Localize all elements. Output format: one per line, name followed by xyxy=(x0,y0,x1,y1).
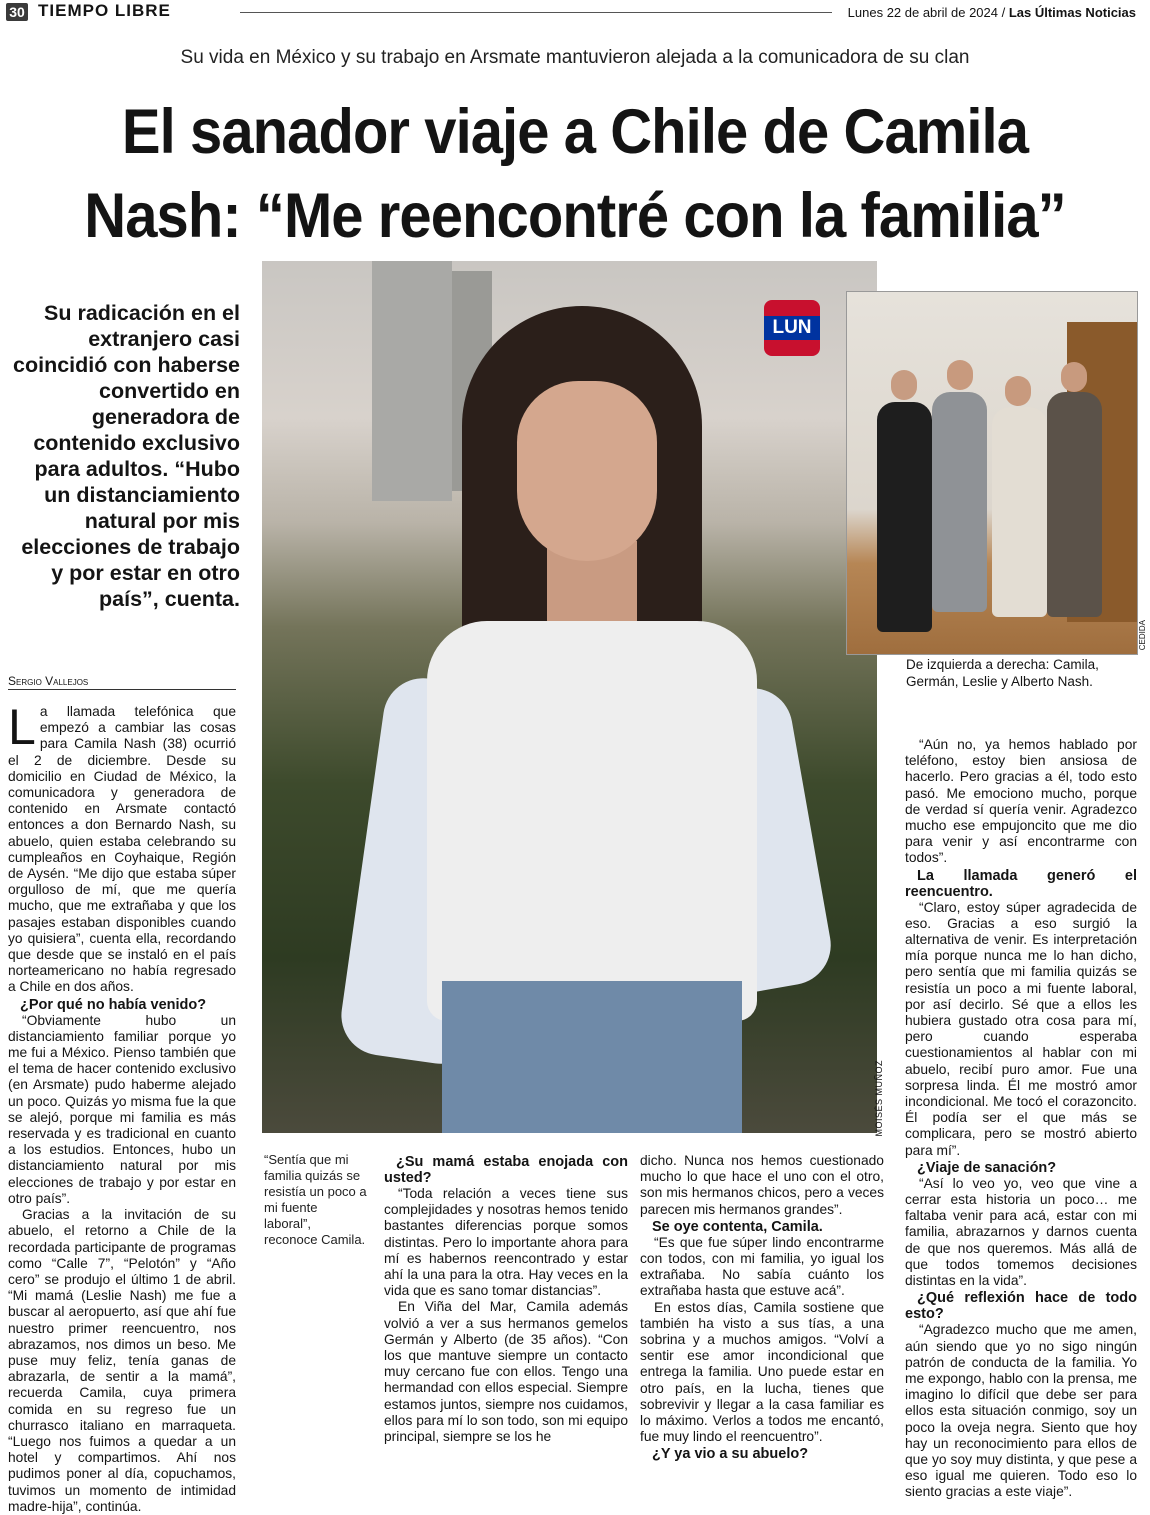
face xyxy=(517,381,657,561)
photo-credit: MOISÉS MUÑOZ xyxy=(874,1060,884,1137)
pull-quote: “Sentía que mi familia quizás se resistía un poco a mi fuente laboral”, reconoce Camila. xyxy=(264,1152,367,1247)
byline: Sergio Vallejos xyxy=(8,674,236,690)
head xyxy=(947,360,973,390)
paragraph: “Así lo veo yo, veo que vine a cerrar esta historia un poco… me faltaba venir para acá, estar con mi familia, abrazarnos y darnos cuenta de que nos queremos. Más allá de que todos tomemos decisiones distintas en la vida”. xyxy=(905,1175,1137,1289)
paragraph: “Agradezco mucho que me amen, aún siendo que yo no sigo ningún patrón de conducta de la familia. Yo me expongo, hablo con la prensa, me imagino lo difícil que debe ser para ellos esta situación conmigo, soy un poco la oveja negra. Siento que hoy hay un reconocimiento para ellos de que yo soy muy distinta, y que pese a eso igual me quieren. Todo eso lo siento gracias a este viaje”. xyxy=(905,1322,1137,1500)
question: Se oye contenta, Camila. xyxy=(652,1218,823,1235)
paragraph: dicho. Nunca nos hemos cuestionado mucho lo que hace el uno con el otro, son mis hermanos chicos, pero a veces parecen mis hermanos grandes”. xyxy=(640,1153,884,1217)
paragraph: En Viña del Mar, Camila además volvió a ver a sus hermanos gemelos Germán y Alberto (de 35 años). “Con los que mantuve siempre un contacto muy cercano fue con ellos. Tengo una hermandad con ellos especial. Siempre estamos juntos, siempre nos cuidamos, ellos para mí lo son todo, son mi equipo principal, siempre se los he xyxy=(384,1299,628,1445)
question: La llamada generó el reencuentro. xyxy=(905,867,1137,900)
question: ¿Y ya vio a su abuelo? xyxy=(652,1446,809,1463)
header-rule xyxy=(240,12,832,13)
question: ¿Su mamá estaba enojada con usted? xyxy=(384,1154,628,1186)
person-german xyxy=(932,392,987,612)
question: ¿Por qué no había venido? xyxy=(20,996,207,1013)
question: ¿Qué reflexión hace de todo esto? xyxy=(905,1290,1137,1323)
newspaper-name: Las Últimas Noticias xyxy=(1008,5,1136,20)
headline: El sanador viaje a Chile de Camila Nash: “Me reencontré con la familia” xyxy=(84,97,1066,251)
drop-cap: L xyxy=(8,699,36,755)
person-alberto xyxy=(1047,392,1102,617)
article-column-4 xyxy=(905,737,1137,1501)
family-photo-caption: De izquierda a derecha: Camila, Germán, Leslie y Alberto Nash. xyxy=(906,657,1099,689)
section-title: TIEMPO LIBRE xyxy=(38,1,171,20)
intro-summary: Su radicación en el extranjero casi coincidió con haberse convertido en generadora de contenido exclusivo para adultos. “Hubo un distanciamiento natural por mis elecciones de trabajo y por estar en otro país”, cuenta. xyxy=(13,301,240,611)
article-column-1 xyxy=(8,699,236,1515)
paragraph: En estos días, Camila sostiene que también ha visto a sus tías, a una sobrina y a muchos amigos. “Volví a sentir ese amor incondicional que entrega la familia. Uno puede estar en otro país, en la lucha, tienes que sobrevivir y llegar a la casa familiar es lo máximo. Verlos a todos me encantó, fue muy lindo el reencuentro”. xyxy=(640,1299,884,1445)
article-column-2 xyxy=(384,1153,628,1445)
paragraph: “Aún no, ya hemos hablado por teléfono, estoy bien ansiosa de hacerlo. Pero gracias a él, todo esto pasó. Me emociono mucho, porque de verdad sí quería venir. Agradezco mucho ese empujoncito que me dio para venir y así encontrarme con todos”. xyxy=(905,737,1137,866)
person-leslie xyxy=(992,407,1047,617)
lun-logo: LUN xyxy=(764,300,820,356)
paragraph: La llamada telefónica que empezó a cambiar las cosas para Camila Nash (38) ocurrió el 2 de diciembre. Desde su domicilio en Ciudad de México, la comunicadora y generadora de contenido en Arsmate contactó entonces a don Bernardo Nash, su abuelo, quien estaba celebrando su cumpleaños en Coyhaique, Región de Aysén. “Me dijo que estaba súper orgulloso de mí, que me quería mucho, que me extrañaba y que los pasajes estaban disponibles cuando yo quisiera”, cuenta ella, recordando que desde que se instaló en el país norteamericano no había regresado a Chile en dos años. xyxy=(8,699,236,995)
paragraph: “Obviamente hubo un distanciamiento familiar porque yo me fui a México. Pienso también que el tema de hacer contenido exclusivo (en Arsmate) pudo haberme alejado un poco. Quizás yo misma fue la que se alejó, porque mi familia es más reservada y es tradicional en cuanto a los estudios. Entonces, hubo un distanciamiento natural por mis elecciones de trabajo y por estar en otro país”. xyxy=(8,1012,236,1206)
paragraph: “Toda relación a veces tiene sus complejidades y nosotras hemos tenido bastantes diferencias porque somos distintas. Pero lo importante ahora para mí es habernos reencontrado y estar ahí la una para la otra. Hay veces en la vida que es sano tomar distancias”. xyxy=(384,1186,628,1299)
white-top xyxy=(427,621,757,1021)
head xyxy=(1061,362,1087,392)
head xyxy=(891,370,917,400)
main-photo xyxy=(262,261,877,1133)
kicker: Su vida en México y su trabajo en Arsmate mantuvieron alejada a la comunicadora de su clan xyxy=(180,47,970,68)
page-number: 30 xyxy=(6,3,28,21)
dateline xyxy=(848,5,1136,20)
head xyxy=(1005,376,1031,406)
article-column-3 xyxy=(640,1153,884,1462)
family-photo xyxy=(846,291,1138,655)
paragraph: Gracias a la invitación de su abuelo, el retorno a Chile de la recordada participante de programas como “Calle 7”, “Pelotón” y “Año cero” se produjo el último 1 de abril. “Mi mamá (Leslie Nash) me fue a buscar al aeropuerto, así que ahí fue nuestro primer reencuentro, nos abrazamos, nos dimos un beso. Me puse muy feliz, tenía ganas de abrazarla, de sentir a la mamá”, recuerda Camila, cuya primera comida en su regreso fue un churrasco italiano en marraqueta. “Luego nos fuimos a quedar a un hotel y compartimos. Ahí nos pudimos poner al día, copuchamos, tuvimos un momento de intimidad madre-hija”, continúa. xyxy=(8,1207,236,1514)
person-camila xyxy=(877,402,932,632)
question: ¿Viaje de sanación? xyxy=(917,1159,1057,1176)
jeans xyxy=(442,981,742,1133)
paragraph: “Es que fue súper lindo encontrarme con todos, con mi familia, yo igual los extrañaba. No sabía cuánto los extrañaba hasta que estuve acá”. xyxy=(640,1234,884,1299)
paragraph: “Claro, estoy súper agradecida de eso. Gracias a eso surgió la alternativa de venir. Es interpretación mía porque nunca me lo han dicho, pero sentía que mi familia quizás se resistía un poco a mi fuente laboral, por así decirlo. Sé que a ellos les hubiera gustado otra cosa para mí, pero cuando esperaba cuestionamientos al hablar con mi abuelo, recibí puro amor. Fue una sorpresa linda. Él me mostró amor incondicional. Me tocó el corazoncito. Él podía ser el que más se complicara, pero se mostró abierto para mí”. xyxy=(905,899,1137,1158)
date: Lunes 22 de abril de 2024 / xyxy=(847,5,1009,20)
family-photo-credit: CEDIDA xyxy=(1138,620,1147,651)
building xyxy=(372,261,452,501)
